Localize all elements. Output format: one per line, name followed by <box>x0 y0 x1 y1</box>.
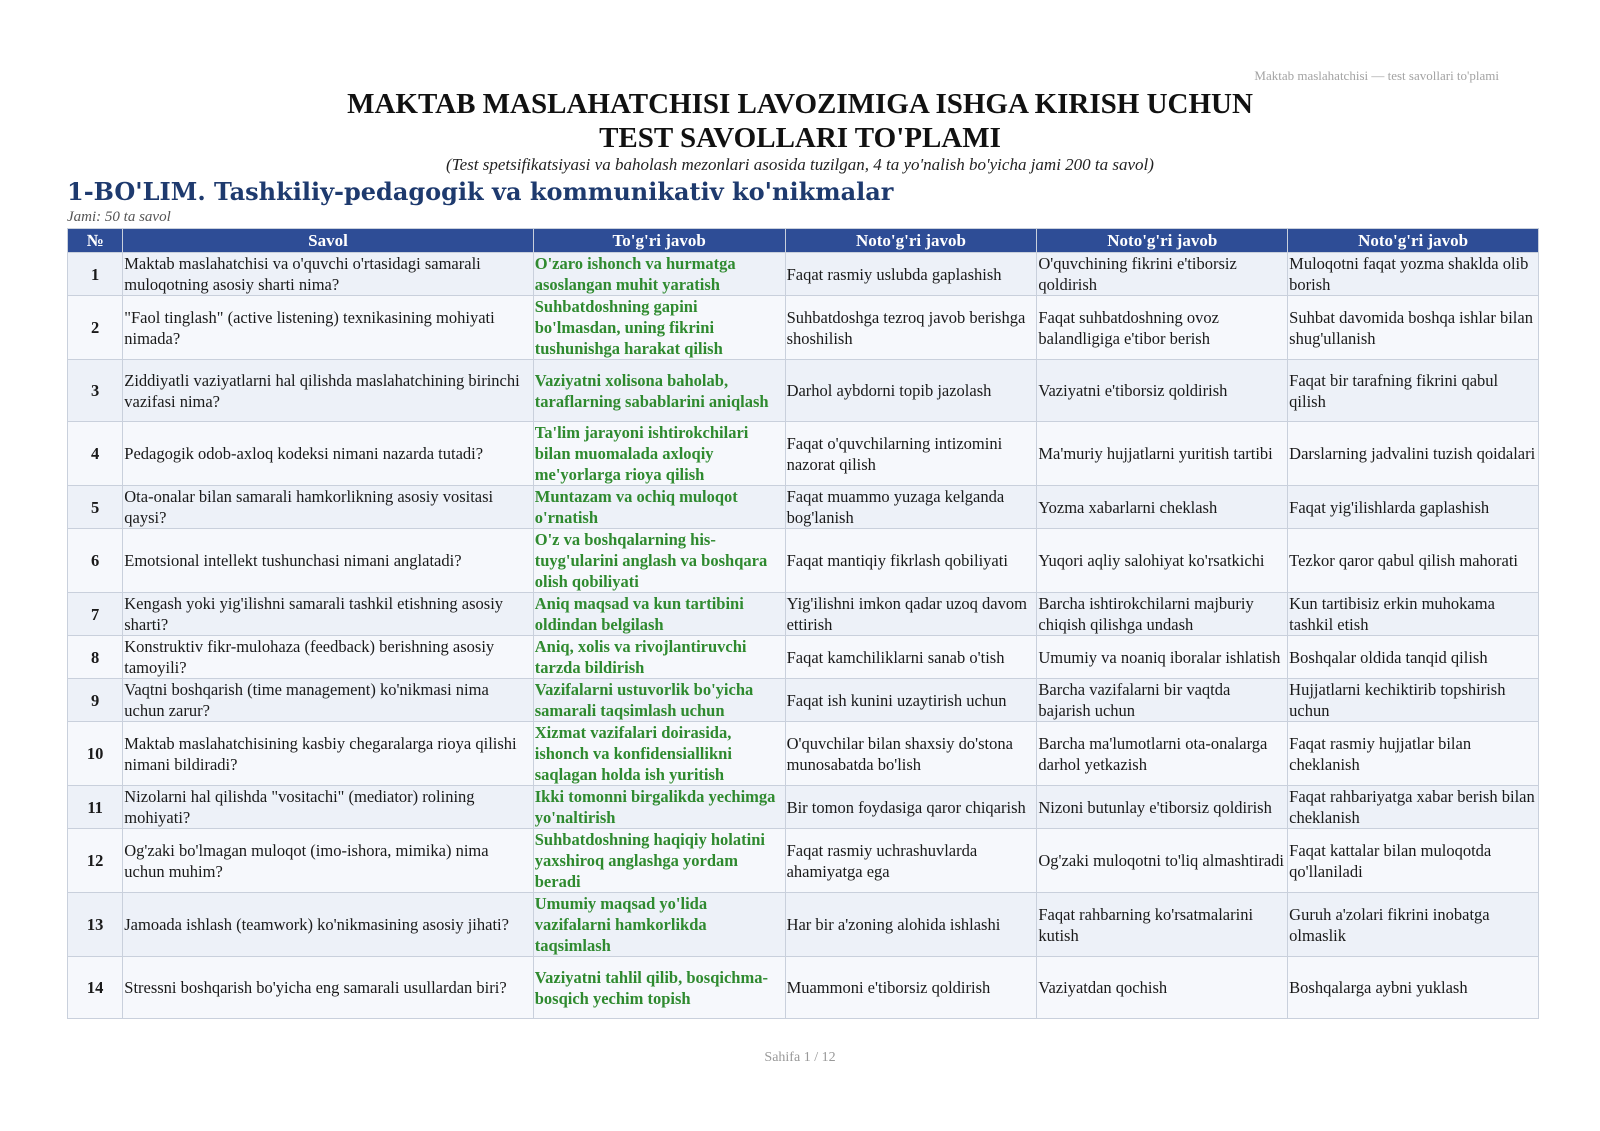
table-row <box>68 529 1539 593</box>
wrong-answer: Faqat rahbarning ko'rsatmalarini kutish <box>1037 893 1288 957</box>
correct-answer: Suhbatdoshning gapini bo'lmasdan, uning fikrini tushunishga harakat qilish <box>533 296 785 360</box>
question-text: Jamoada ishlash (teamwork) ko'nikmasining asosiy jihati? <box>123 893 533 957</box>
table-row <box>68 253 1539 296</box>
wrong-answer: Faqat rasmiy uslubda gaplashish <box>785 253 1037 296</box>
section-count: Jami: 50 ta savol <box>67 209 171 225</box>
table-row <box>68 422 1539 486</box>
column-header-question: Savol <box>123 229 533 253</box>
question-text: Vaqtni boshqarish (time management) ko'nikmasi nima uchun zarur? <box>123 679 533 722</box>
question-number: 11 <box>68 786 123 829</box>
table-row <box>68 360 1539 422</box>
page-footer: Sahifa 1 / 12 <box>764 1050 836 1065</box>
correct-answer: O'z va boshqalarning his-tuyg'ularini anglash va boshqara olish qobiliyati <box>533 529 785 593</box>
question-text: Konstruktiv fikr-mulohaza (feedback) berishning asosiy tamoyili? <box>123 636 533 679</box>
wrong-answer: Bir tomon foydasiga qaror chiqarish <box>785 786 1037 829</box>
wrong-answer: Faqat rahbariyatga xabar berish bilan cheklanish <box>1288 786 1539 829</box>
question-number: 10 <box>68 722 123 786</box>
question-text: Nizolarni hal qilishda "vositachi" (mediator) rolining mohiyati? <box>123 786 533 829</box>
wrong-answer: Barcha ma'lumotlarni ota-onalarga darhol yetkazish <box>1037 722 1288 786</box>
wrong-answer: Faqat kamchiliklarni sanab o'tish <box>785 636 1037 679</box>
wrong-answer: Har bir a'zoning alohida ishlashi <box>785 893 1037 957</box>
wrong-answer: Faqat yig'ilishlarda gaplashish <box>1288 486 1539 529</box>
question-text: Ota-onalar bilan samarali hamkorlikning asosiy vositasi qaysi? <box>123 486 533 529</box>
question-number: 3 <box>68 360 123 422</box>
wrong-answer: Faqat rasmiy uchrashuvlarda ahamiyatga ega <box>785 829 1037 893</box>
wrong-answer: Muloqotni faqat yozma shaklda olib borish <box>1288 253 1539 296</box>
wrong-answer: Vaziyatni e'tiborsiz qoldirish <box>1037 360 1288 422</box>
column-header-number: № <box>68 229 123 253</box>
wrong-answer: Faqat ish kunini uzaytirish uchun <box>785 679 1037 722</box>
question-number: 7 <box>68 593 123 636</box>
section-title: 1-BO'LIM. Tashkiliy-pedagogik va kommunikativ ko'nikmalar <box>67 177 894 206</box>
wrong-answer: Tezkor qaror qabul qilish mahorati <box>1288 529 1539 593</box>
wrong-answer: Kun tartibisiz erkin muhokama tashkil etish <box>1288 593 1539 636</box>
question-number: 4 <box>68 422 123 486</box>
running-header: Maktab maslahatchisi — test savollari to'plami <box>1254 68 1499 83</box>
correct-answer: Muntazam va ochiq muloqot o'rnatish <box>533 486 785 529</box>
question-number: 1 <box>68 253 123 296</box>
wrong-answer: Umumiy va noaniq iboralar ishlatish <box>1037 636 1288 679</box>
correct-answer: Ta'lim jarayoni ishtirokchilari bilan muomalada axloqiy me'yorlarga rioya qilish <box>533 422 785 486</box>
question-number: 2 <box>68 296 123 360</box>
table-row <box>68 296 1539 360</box>
wrong-answer: Faqat mantiqiy fikrlash qobiliyati <box>785 529 1037 593</box>
question-number: 9 <box>68 679 123 722</box>
wrong-answer: Nizoni butunlay e'tiborsiz qoldirish <box>1037 786 1288 829</box>
table-row <box>68 893 1539 957</box>
wrong-answer: Faqat rasmiy hujjatlar bilan cheklanish <box>1288 722 1539 786</box>
wrong-answer: Yig'ilishni imkon qadar uzoq davom ettirish <box>785 593 1037 636</box>
wrong-answer: Barcha vazifalarni bir vaqtda bajarish uchun <box>1037 679 1288 722</box>
wrong-answer: Og'zaki muloqotni to'liq almashtiradi <box>1037 829 1288 893</box>
question-text: Pedagogik odob-axloq kodeksi nimani nazarda tutadi? <box>123 422 533 486</box>
wrong-answer: Faqat bir tarafning fikrini qabul qilish <box>1288 360 1539 422</box>
column-header-wrong: Noto'g'ri javob <box>1037 229 1288 253</box>
page-title-line1: MAKTAB MASLAHATCHISI LAVOZIMIGA ISHGA KIRISH UCHUN <box>347 88 1253 120</box>
question-text: Emotsional intellekt tushunchasi nimani anglatadi? <box>123 529 533 593</box>
question-text: Kengash yoki yig'ilishni samarali tashkil etishning asosiy sharti? <box>123 593 533 636</box>
question-text: "Faol tinglash" (active listening) texnikasining mohiyati nimada? <box>123 296 533 360</box>
correct-answer: Suhbatdoshning haqiqiy holatini yaxshiroq anglashga yordam beradi <box>533 829 785 893</box>
page-title-line2: TEST SAVOLLARI TO'PLAMI <box>599 122 1001 154</box>
column-header-correct: To'g'ri javob <box>533 229 785 253</box>
correct-answer: O'zaro ishonch va hurmatga asoslangan muhit yaratish <box>533 253 785 296</box>
correct-answer: Xizmat vazifalari doirasida, ishonch va konfidensiallikni saqlagan holda ish yuritish <box>533 722 785 786</box>
question-number: 6 <box>68 529 123 593</box>
correct-answer: Aniq maqsad va kun tartibini oldindan belgilash <box>533 593 785 636</box>
wrong-answer: Ma'muriy hujjatlarni yuritish tartibi <box>1037 422 1288 486</box>
wrong-answer: Boshqalarga aybni yuklash <box>1288 957 1539 1019</box>
wrong-answer: Muammoni e'tiborsiz qoldirish <box>785 957 1037 1019</box>
wrong-answer: Faqat suhbatdoshning ovoz balandligiga e'tibor berish <box>1037 296 1288 360</box>
question-text: Og'zaki bo'lmagan muloqot (imo-ishora, mimika) nima uchun muhim? <box>123 829 533 893</box>
question-text: Maktab maslahatchisi va o'quvchi o'rtasidagi samarali muloqotning asosiy sharti nima? <box>123 253 533 296</box>
table-row <box>68 722 1539 786</box>
column-header-wrong: Noto'g'ri javob <box>785 229 1037 253</box>
correct-answer: Vazifalarni ustuvorlik bo'yicha samarali taqsimlash uchun <box>533 679 785 722</box>
wrong-answer: Darslarning jadvalini tuzish qoidalari <box>1288 422 1539 486</box>
question-text: Ziddiyatli vaziyatlarni hal qilishda maslahatchining birinchi vazifasi nima? <box>123 360 533 422</box>
table-row <box>68 957 1539 1019</box>
wrong-answer: Boshqalar oldida tanqid qilish <box>1288 636 1539 679</box>
wrong-answer: Suhbatdoshga tezroq javob berishga shoshilish <box>785 296 1037 360</box>
question-number: 13 <box>68 893 123 957</box>
table-row <box>68 593 1539 636</box>
wrong-answer: Barcha ishtirokchilarni majburiy chiqish qilishga undash <box>1037 593 1288 636</box>
wrong-answer: Faqat muammo yuzaga kelganda bog'lanish <box>785 486 1037 529</box>
wrong-answer: Faqat kattalar bilan muloqotda qo'llaniladi <box>1288 829 1539 893</box>
table-row <box>68 829 1539 893</box>
table-header-row <box>68 229 1539 253</box>
wrong-answer: Darhol aybdorni topib jazolash <box>785 360 1037 422</box>
question-number: 8 <box>68 636 123 679</box>
correct-answer: Ikki tomonni birgalikda yechimga yo'naltirish <box>533 786 785 829</box>
column-header-wrong: Noto'g'ri javob <box>1288 229 1539 253</box>
table-row <box>68 636 1539 679</box>
table-row <box>68 486 1539 529</box>
page-subtitle: (Test spetsifikatsiyasi va baholash mezonlari asosida tuzilgan, 4 ta yo'nalish bo'yicha jami 200 ta savol) <box>446 155 1154 174</box>
wrong-answer: Suhbat davomida boshqa ishlar bilan shug'ullanish <box>1288 296 1539 360</box>
wrong-answer: Yuqori aqliy salohiyat ko'rsatkichi <box>1037 529 1288 593</box>
wrong-answer: Guruh a'zolari fikrini inobatga olmaslik <box>1288 893 1539 957</box>
table-row <box>68 786 1539 829</box>
question-number: 14 <box>68 957 123 1019</box>
question-number: 5 <box>68 486 123 529</box>
wrong-answer: Hujjatlarni kechiktirib topshirish uchun <box>1288 679 1539 722</box>
questions-table <box>67 228 1539 1019</box>
question-text: Stressni boshqarish bo'yicha eng samarali usullardan biri? <box>123 957 533 1019</box>
question-number: 12 <box>68 829 123 893</box>
correct-answer: Vaziyatni tahlil qilib, bosqichma-bosqich yechim topish <box>533 957 785 1019</box>
correct-answer: Aniq, xolis va rivojlantiruvchi tarzda bildirish <box>533 636 785 679</box>
wrong-answer: O'quvchilar bilan shaxsiy do'stona munosabatda bo'lish <box>785 722 1037 786</box>
wrong-answer: Yozma xabarlarni cheklash <box>1037 486 1288 529</box>
question-text: Maktab maslahatchisining kasbiy chegaralarga rioya qilishi nimani bildiradi? <box>123 722 533 786</box>
table-row <box>68 679 1539 722</box>
correct-answer: Vaziyatni xolisona baholab, taraflarning sabablarini aniqlash <box>533 360 785 422</box>
wrong-answer: O'quvchining fikrini e'tiborsiz qoldirish <box>1037 253 1288 296</box>
wrong-answer: Vaziyatdan qochish <box>1037 957 1288 1019</box>
correct-answer: Umumiy maqsad yo'lida vazifalarni hamkorlikda taqsimlash <box>533 893 785 957</box>
wrong-answer: Faqat o'quvchilarning intizomini nazorat qilish <box>785 422 1037 486</box>
